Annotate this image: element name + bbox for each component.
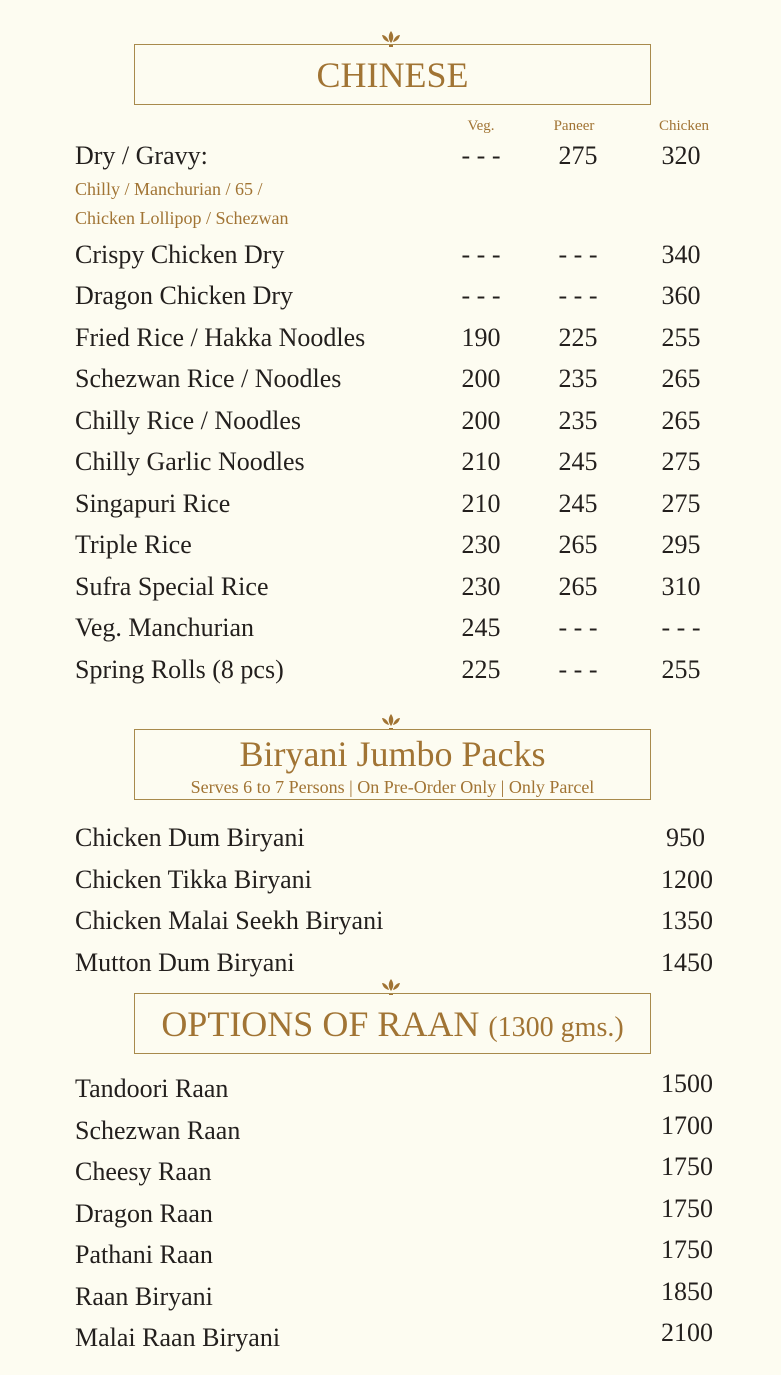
price-paneer: 235 xyxy=(558,406,598,435)
price-veg: 200 xyxy=(461,364,501,393)
price-veg: 210 xyxy=(461,489,501,518)
price-veg: 190 xyxy=(461,323,501,352)
price-chicken: - - - xyxy=(661,613,701,642)
price-chicken: 310 xyxy=(661,572,701,601)
price-chicken: 320 xyxy=(661,141,701,170)
column-header-veg: Veg. xyxy=(467,118,495,134)
price-chicken: 275 xyxy=(661,447,701,476)
menu-item xyxy=(75,404,725,438)
menu-item xyxy=(75,1277,725,1314)
item-name: Chilly Garlic Noodles xyxy=(75,447,305,476)
item-name: Dry / Gravy: xyxy=(75,141,208,170)
price-veg: 230 xyxy=(461,572,501,601)
item-name: Chicken Tikka Biryani xyxy=(75,865,312,894)
item-name: Crispy Chicken Dry xyxy=(75,240,285,269)
section-title-suffix: (1300 gms.) xyxy=(488,1012,624,1043)
price-veg: 210 xyxy=(461,447,501,476)
item-price: 1750 xyxy=(661,1235,713,1264)
column-header-chicken: Chicken xyxy=(659,118,709,134)
item-name: Tandoori Raan xyxy=(75,1074,229,1103)
item-price: 950 xyxy=(666,823,705,852)
price-paneer: 225 xyxy=(558,323,598,352)
menu-item xyxy=(75,238,725,272)
price-paneer: 265 xyxy=(558,530,598,559)
price-paneer: 245 xyxy=(558,489,598,518)
price-chicken: 275 xyxy=(661,489,701,518)
menu-item xyxy=(75,279,725,313)
menu-item xyxy=(75,487,725,521)
section-title: Biryani Jumbo Packs xyxy=(239,734,546,774)
menu-item xyxy=(75,362,725,396)
item-name: Fried Rice / Hakka Noodles xyxy=(75,323,366,352)
price-veg: 245 xyxy=(461,613,501,642)
item-name: Chicken Malai Seekh Biryani xyxy=(75,906,384,935)
menu-item xyxy=(75,1318,725,1355)
item-name: Chilly Rice / Noodles xyxy=(75,406,302,435)
price-chicken: 340 xyxy=(661,240,701,269)
menu-item xyxy=(75,863,725,897)
menu-item xyxy=(75,1152,725,1189)
chinese-header-box xyxy=(134,44,651,105)
menu-item xyxy=(75,1111,725,1148)
menu-item xyxy=(75,445,725,479)
item-name: Raan Biryani xyxy=(75,1282,213,1311)
price-chicken: 360 xyxy=(661,281,701,310)
item-name: Cheesy Raan xyxy=(75,1157,212,1186)
price-paneer: 275 xyxy=(558,141,598,170)
menu-item xyxy=(75,528,725,562)
item-price: 1850 xyxy=(661,1277,713,1306)
item-price: 1700 xyxy=(661,1111,713,1140)
section-title-text: OPTIONS OF RAAN xyxy=(161,1004,480,1044)
price-veg: 230 xyxy=(461,530,501,559)
menu-item xyxy=(75,139,725,173)
price-chicken: 255 xyxy=(661,323,701,352)
menu-item xyxy=(75,1069,725,1106)
item-name: Dragon Raan xyxy=(75,1199,213,1228)
section-title xyxy=(135,994,650,1058)
item-description: Chilly / Manchurian / 65 / xyxy=(75,179,263,199)
item-name: Singapuri Rice xyxy=(75,489,231,518)
section-title: CHINESE xyxy=(316,55,469,95)
item-price: 1500 xyxy=(661,1069,713,1098)
price-paneer: - - - xyxy=(558,613,598,642)
item-name: Pathani Raan xyxy=(75,1240,213,1269)
item-price: 1200 xyxy=(661,865,713,894)
menu-item xyxy=(75,1235,725,1272)
section-subtitle: Serves 6 to 7 Persons | On Pre-Order Only | Only Parcel xyxy=(190,777,595,797)
price-veg: 200 xyxy=(461,406,501,435)
menu-item xyxy=(75,570,725,604)
menu-item xyxy=(75,904,725,938)
item-name: Malai Raan Biryani xyxy=(75,1323,281,1352)
price-paneer: - - - xyxy=(558,281,598,310)
price-chicken: 295 xyxy=(661,530,701,559)
price-paneer: - - - xyxy=(558,655,598,684)
item-name: Veg. Manchurian xyxy=(75,613,255,642)
item-price: 1750 xyxy=(661,1194,713,1223)
raan-header-box xyxy=(134,993,651,1054)
menu-item xyxy=(75,653,725,687)
price-chicken: 255 xyxy=(661,655,701,684)
price-paneer: 265 xyxy=(558,572,598,601)
menu-item xyxy=(75,321,725,355)
price-veg: - - - xyxy=(461,281,501,310)
price-veg: - - - xyxy=(461,141,501,170)
item-price: 1750 xyxy=(661,1152,713,1181)
menu-item xyxy=(75,821,725,855)
price-chicken: 265 xyxy=(661,406,701,435)
price-chicken: 265 xyxy=(661,364,701,393)
menu-item xyxy=(75,611,725,645)
biryani-header-box xyxy=(134,729,651,800)
item-name: Schezwan Raan xyxy=(75,1116,241,1145)
item-name: Dragon Chicken Dry xyxy=(75,281,294,310)
item-price: 1450 xyxy=(661,948,713,977)
price-paneer: 235 xyxy=(558,364,598,393)
item-description: Chicken Lollipop / Schezwan xyxy=(75,208,289,228)
price-veg: - - - xyxy=(461,240,501,269)
item-name: Sufra Special Rice xyxy=(75,572,269,601)
item-name: Spring Rolls (8 pcs) xyxy=(75,655,284,684)
item-name: Schezwan Rice / Noodles xyxy=(75,364,342,393)
item-price: 1350 xyxy=(661,906,713,935)
price-veg: 225 xyxy=(461,655,501,684)
item-price: 2100 xyxy=(661,1318,713,1347)
item-name: Triple Rice xyxy=(75,530,192,559)
price-paneer: 245 xyxy=(558,447,598,476)
item-name: Chicken Dum Biryani xyxy=(75,823,305,852)
item-name: Mutton Dum Biryani xyxy=(75,948,295,977)
price-paneer: - - - xyxy=(558,240,598,269)
menu-item xyxy=(75,1194,725,1231)
column-header-paneer: Paneer xyxy=(553,118,595,134)
menu-item xyxy=(75,946,725,980)
